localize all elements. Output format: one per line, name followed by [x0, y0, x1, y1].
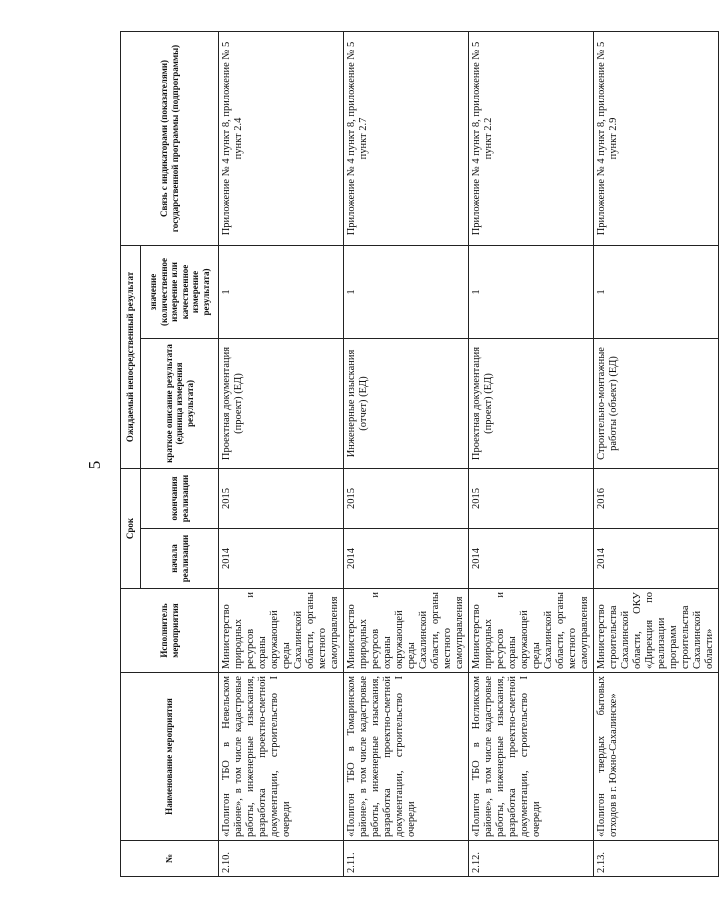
activity-name: «Полигон ТБО в Невельском районе», в том числе кадастровые работы, инженерные изыскания, разработка проектно-сметной документации, строительство I очереди: [219, 673, 344, 841]
activity-name: «Полигон ТБО в Ногликском районе», в том числе кадастровые работы, инженерные изыскания, разработка проектно-сметной документации, строительство I очереди: [469, 673, 594, 841]
result-description: Инженерные изыскания (отчет) (ЕД): [344, 338, 469, 468]
activity-name: «Полигон твердых бытовых отходов в г. Южно-Сахалинске»: [594, 673, 719, 841]
table-row: [344, 31, 469, 876]
header-term: Срок: [121, 468, 141, 588]
header-result-value: значение (количественное измерение или качественное измерение результата): [141, 245, 219, 338]
header-result: Ожидаемый непосредственный результат: [121, 245, 141, 468]
row-number: 2.11.: [344, 841, 469, 877]
executor: Министерство природных ресурсов и охраны окружающей среды Сахалинской области, органы местного самоуправления: [344, 589, 469, 673]
table-row: [594, 31, 719, 876]
table-body: [219, 31, 719, 876]
executor: Министерство природных ресурсов и охраны окружающей среды Сахалинской области, органы местного самоуправления: [219, 589, 344, 673]
header-executor: Исполнитель мероприятия: [121, 589, 219, 673]
end-year: 2015: [219, 468, 344, 528]
result-description: Проектная документация (проект) (ЕД): [469, 338, 594, 468]
result-value: 1: [219, 245, 344, 338]
end-year: 2015: [344, 468, 469, 528]
header-link: Связь с индикаторами (показателями) государственной программы (подпрограммы): [121, 31, 219, 245]
result-value: 1: [469, 245, 594, 338]
document-sheet: [120, 32, 715, 877]
result-description: Строительно-монтажные работы (объект) (ЕД): [594, 338, 719, 468]
activity-name: «Полигон ТБО в Томаринском районе», в том числе кадастровые работы, инженерные изыскания, разработка проектно-сметной документации, строительство I очереди: [344, 673, 469, 841]
table-row: [469, 31, 594, 876]
row-number: 2.13.: [594, 841, 719, 877]
start-year: 2014: [219, 529, 344, 589]
start-year: 2014: [594, 529, 719, 589]
result-description: Проектная документация (проект) (ЕД): [219, 338, 344, 468]
page-number: 5: [85, 460, 104, 470]
executor: Министерство строительства Сахалинской области, ОКУ «Дирекция по реализации программ строительства Сахалинской области»: [594, 589, 719, 673]
indicator-link: Приложение № 4 пункт 8, приложение № 5 пункт 2.4: [219, 31, 344, 245]
header-name: Наименование мероприятия: [121, 673, 219, 841]
table-row: [219, 31, 344, 876]
executor: Министерство природных ресурсов и охраны окружающей среды Сахалинской области, органы местного самоуправления: [469, 589, 594, 673]
row-number: 2.12.: [469, 841, 594, 877]
result-value: 1: [344, 245, 469, 338]
start-year: 2014: [469, 529, 594, 589]
header-term-end: окончания реализации: [141, 468, 219, 528]
end-year: 2015: [469, 468, 594, 528]
header-result-desc: краткое описание результата (единица измерения результата): [141, 338, 219, 468]
result-value: 1: [594, 245, 719, 338]
start-year: 2014: [344, 529, 469, 589]
table-header: [121, 31, 219, 876]
indicator-link: Приложение № 4 пункт 8, приложение № 5 пункт 2.7: [344, 31, 469, 245]
header-term-start: начала реализации: [141, 529, 219, 589]
header-num: №: [121, 841, 219, 877]
indicator-link: Приложение № 4 пункт 8, приложение № 5 пункт 2.9: [594, 31, 719, 245]
row-number: 2.10.: [219, 841, 344, 877]
indicator-link: Приложение № 4 пункт 8, приложение № 5 пункт 2.2: [469, 31, 594, 245]
end-year: 2016: [594, 468, 719, 528]
activities-table: [120, 31, 719, 877]
